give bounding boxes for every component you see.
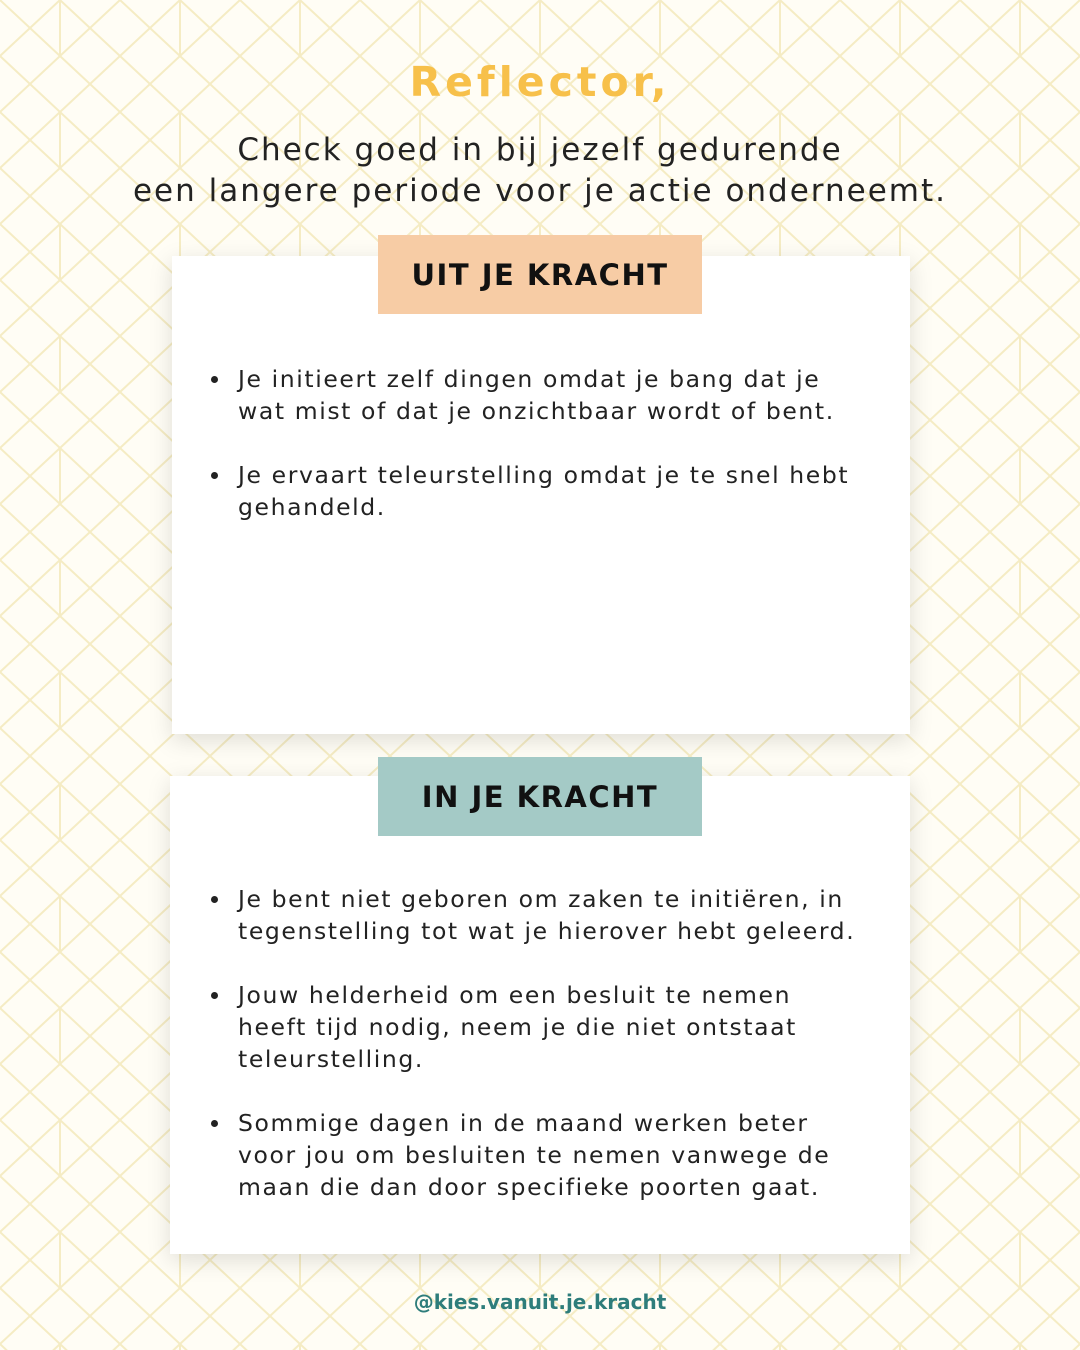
list-item-line: maan die dan door specifieke poorten gaat.: [238, 1173, 820, 1201]
subtitle-line: een langere periode voor je actie onderneemt.: [132, 173, 948, 209]
list-item-line: Jouw helderheid om een besluit te nemen: [238, 981, 792, 1009]
list-item-line: gehandeld.: [238, 493, 386, 521]
subtitle: [0, 130, 1080, 212]
label-in-je-kracht: IN JE KRACHT: [378, 757, 702, 836]
list-item-line: Je ervaart teleurstelling omdat je te snel hebt: [238, 461, 850, 489]
list-item-line: Je initieert zelf dingen omdat je bang dat je: [238, 365, 821, 393]
label-uit-je-kracht: UIT JE KRACHT: [378, 235, 702, 314]
subtitle-line: Check goed in bij jezelf gedurende: [237, 132, 843, 168]
list-item: [211, 979, 855, 1075]
bullet-icon: [211, 376, 218, 383]
list-item-line: Sommige dagen in de maand werken beter: [238, 1109, 809, 1137]
list-item: [211, 363, 849, 427]
bullet-icon: [211, 992, 218, 999]
list-item-line: voor jou om besluiten te nemen vanwege de: [238, 1141, 831, 1169]
page-title: Reflector,: [409, 58, 671, 106]
list-item: [211, 459, 849, 523]
bullet-icon: [211, 896, 218, 903]
list-item: [211, 883, 855, 947]
list-item-line: heeft tijd nodig, neem je die niet ontstaat: [238, 1013, 797, 1041]
social-handle: @kies.vanuit.je.kracht: [413, 1290, 667, 1314]
list-in-je-kracht: [211, 883, 855, 1235]
list-item-line: teleurstelling.: [238, 1045, 424, 1073]
list-item-line: tegenstelling tot wat je hierover hebt geleerd.: [238, 917, 856, 945]
list-item-line: Je bent niet geboren om zaken te initiëren, in: [238, 885, 844, 913]
list-item-line: wat mist of dat je onzichtbaar wordt of bent.: [238, 397, 835, 425]
list-item: [211, 1107, 855, 1203]
bullet-icon: [211, 472, 218, 479]
list-uit-je-kracht: [211, 363, 849, 555]
bullet-icon: [211, 1120, 218, 1127]
